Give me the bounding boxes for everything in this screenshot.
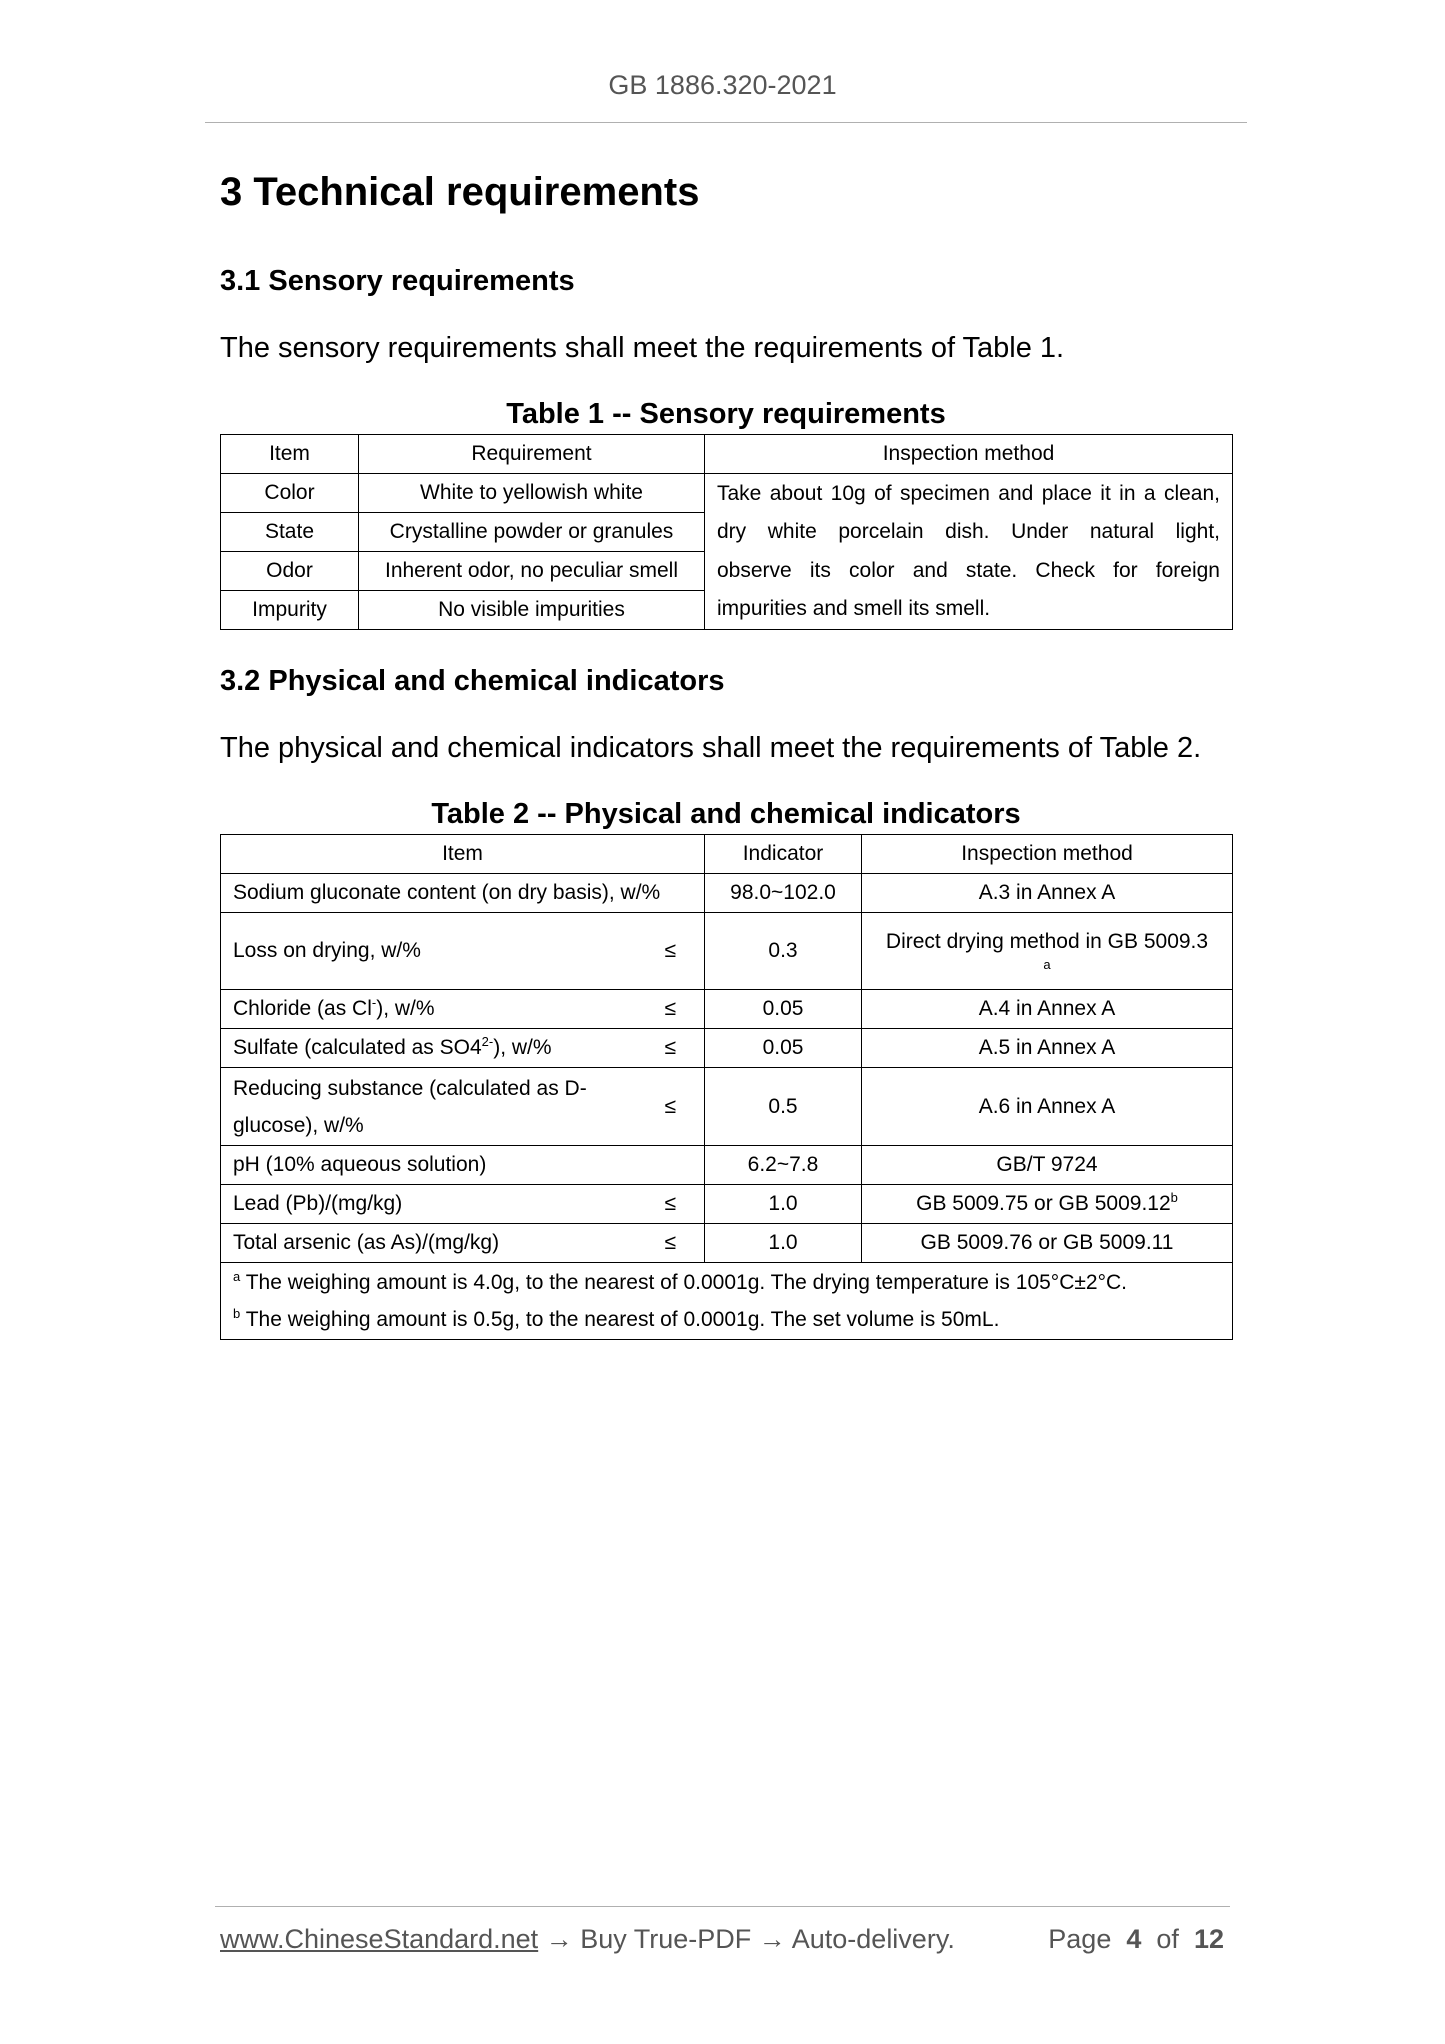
subsection-3-1-title: 3.1 Sensory requirements bbox=[220, 265, 575, 297]
table1-header-method: Inspection method bbox=[705, 435, 1233, 474]
table2-indicator: 1.0 bbox=[705, 1224, 862, 1263]
table1-item: Color bbox=[221, 474, 359, 513]
table2-header-method: Inspection method bbox=[862, 835, 1233, 874]
document-id-header: GB 1886.320-2021 bbox=[608, 70, 837, 100]
table2-indicator: 0.05 bbox=[705, 990, 862, 1029]
table2-item: Sodium gluconate content (on dry basis), w/% bbox=[221, 874, 705, 913]
subsection-3-2-title: 3.2 Physical and chemical indicators bbox=[220, 665, 725, 697]
table2-header-row bbox=[221, 835, 1233, 874]
table2-indicator: 0.5 bbox=[705, 1068, 862, 1146]
table1-sensory bbox=[220, 434, 1233, 630]
less-equal-sign: ≤ bbox=[664, 1231, 676, 1254]
table2-item-cell bbox=[221, 1068, 705, 1146]
less-equal-sign: ≤ bbox=[664, 1192, 676, 1215]
table-row bbox=[221, 990, 1233, 1029]
method-line: Take about 10g of specimen and place it in a clean, bbox=[717, 481, 1220, 505]
table1-caption: Table 1 -- Sensory requirements bbox=[506, 398, 946, 430]
table2-indicator: 0.05 bbox=[705, 1029, 862, 1068]
footnote-a-marker: a bbox=[1043, 957, 1051, 972]
table2-method: GB 5009.76 or GB 5009.11 bbox=[862, 1224, 1233, 1263]
current-page: 4 bbox=[1126, 1924, 1142, 1954]
page-footer bbox=[220, 1924, 1232, 1955]
method-line: impurities and smell its smell. bbox=[717, 597, 991, 620]
table1-header-item: Item bbox=[221, 435, 359, 474]
table-row bbox=[221, 874, 1233, 913]
footnote-b-marker: b bbox=[1170, 1190, 1178, 1205]
table-row bbox=[221, 1146, 1233, 1185]
table1-requirement: Crystalline powder or granules bbox=[359, 513, 705, 552]
table2-method: A.6 in Annex A bbox=[862, 1068, 1233, 1146]
table-row bbox=[221, 1185, 1233, 1224]
table2-method-cell bbox=[862, 1185, 1233, 1224]
total-pages: 12 bbox=[1193, 1924, 1224, 1954]
header-divider bbox=[205, 122, 1247, 123]
table2-indicator: 6.2~7.8 bbox=[705, 1146, 862, 1185]
table2-indicator: 98.0~102.0 bbox=[705, 874, 862, 913]
less-equal-sign: ≤ bbox=[664, 997, 676, 1020]
table-row bbox=[221, 1224, 1233, 1263]
table2-method: GB 5009.75 or GB 5009.12 bbox=[916, 1192, 1171, 1215]
table2-indicator: 1.0 bbox=[705, 1185, 862, 1224]
table1-item: State bbox=[221, 513, 359, 552]
table2-header-indicator: Indicator bbox=[705, 835, 862, 874]
table1-item: Impurity bbox=[221, 591, 359, 630]
table2-item-cell bbox=[221, 1029, 705, 1068]
table2-item-cell bbox=[221, 1185, 705, 1224]
method-line: observe its color and state. Check for foreign bbox=[717, 558, 1220, 582]
table2-method: A.4 in Annex A bbox=[862, 990, 1233, 1029]
table2-caption: Table 2 -- Physical and chemical indicators bbox=[431, 798, 1021, 830]
table1-header-row bbox=[221, 435, 1233, 474]
table2-item: Lead (Pb)/(mg/kg) bbox=[233, 1192, 403, 1215]
table2-physical-chemical bbox=[220, 834, 1233, 1340]
less-equal-sign: ≤ bbox=[664, 1095, 676, 1118]
table2-item-cell bbox=[221, 913, 705, 990]
table2-notes bbox=[221, 1263, 1233, 1340]
page-indicator: Page 4 of 12 bbox=[1048, 1924, 1224, 1954]
table2-method: Direct drying method in GB 5009.3 bbox=[885, 930, 1209, 953]
table2-notes-row bbox=[221, 1263, 1233, 1340]
subsection-3-1-text: The sensory requirements shall meet the requirements of Table 1. bbox=[220, 332, 1065, 364]
chinese-standard-link[interactable]: www.ChineseStandard.net bbox=[220, 1924, 539, 1954]
table-row bbox=[221, 1068, 1233, 1146]
method-line: dry white porcelain dish. Under natural light, bbox=[717, 520, 1220, 543]
table1-inspection-method bbox=[705, 474, 1233, 630]
table2-item-cell bbox=[221, 990, 705, 1029]
less-equal-sign: ≤ bbox=[664, 1036, 676, 1059]
footnote-a: $^a$ The weighing amount is 4.0g, to the nearest of 0.0001g. The drying temperature is 105°C±2°C. bbox=[233, 1269, 1127, 1294]
table2-item: Chloride (as Cl-), w/% bbox=[233, 995, 435, 1020]
less-equal-sign: ≤ bbox=[664, 939, 676, 962]
table2-method-cell bbox=[862, 913, 1233, 990]
table2-indicator: 0.3 bbox=[705, 913, 862, 990]
table2-item: Sulfate (calculated as $SO4^{2-}$), w/% bbox=[233, 1034, 552, 1059]
table1-requirement: White to yellowish white bbox=[359, 474, 705, 513]
table1-header-requirement: Requirement bbox=[359, 435, 705, 474]
section-title: 3 Technical requirements bbox=[220, 170, 700, 214]
table2-item: Total arsenic (as As)/(mg/kg) bbox=[233, 1231, 500, 1254]
table-row bbox=[221, 1029, 1233, 1068]
table1-requirement: Inherent odor, no peculiar smell bbox=[359, 552, 705, 591]
table2-item: Loss on drying, w/% bbox=[233, 939, 421, 962]
footnote-b: $^b$ The weighing amount is 0.5g, to the nearest of 0.0001g. The set volume is 50mL. bbox=[233, 1306, 1000, 1331]
table1-item: Odor bbox=[221, 552, 359, 591]
table2-method: A.5 in Annex A bbox=[862, 1029, 1233, 1068]
table-row bbox=[221, 474, 1233, 513]
table2-method: A.3 in Annex A bbox=[862, 874, 1233, 913]
table-row bbox=[221, 913, 1233, 990]
table2-item-cell bbox=[221, 1224, 705, 1263]
subsection-3-2-text: The physical and chemical indicators shall meet the requirements of Table 2. bbox=[220, 732, 1202, 764]
footer-tagline: → Buy True-PDF → Auto-delivery. bbox=[538, 1924, 955, 1954]
footer-divider bbox=[215, 1906, 1230, 1907]
table1-requirement: No visible impurities bbox=[359, 591, 705, 630]
table2-item: Reducing substance (calculated as D- glucose), w/% bbox=[233, 1076, 587, 1137]
table2-header-item: Item bbox=[221, 835, 705, 874]
table2-method: GB/T 9724 bbox=[862, 1146, 1233, 1185]
table2-item: pH (10% aqueous solution) bbox=[221, 1146, 705, 1185]
